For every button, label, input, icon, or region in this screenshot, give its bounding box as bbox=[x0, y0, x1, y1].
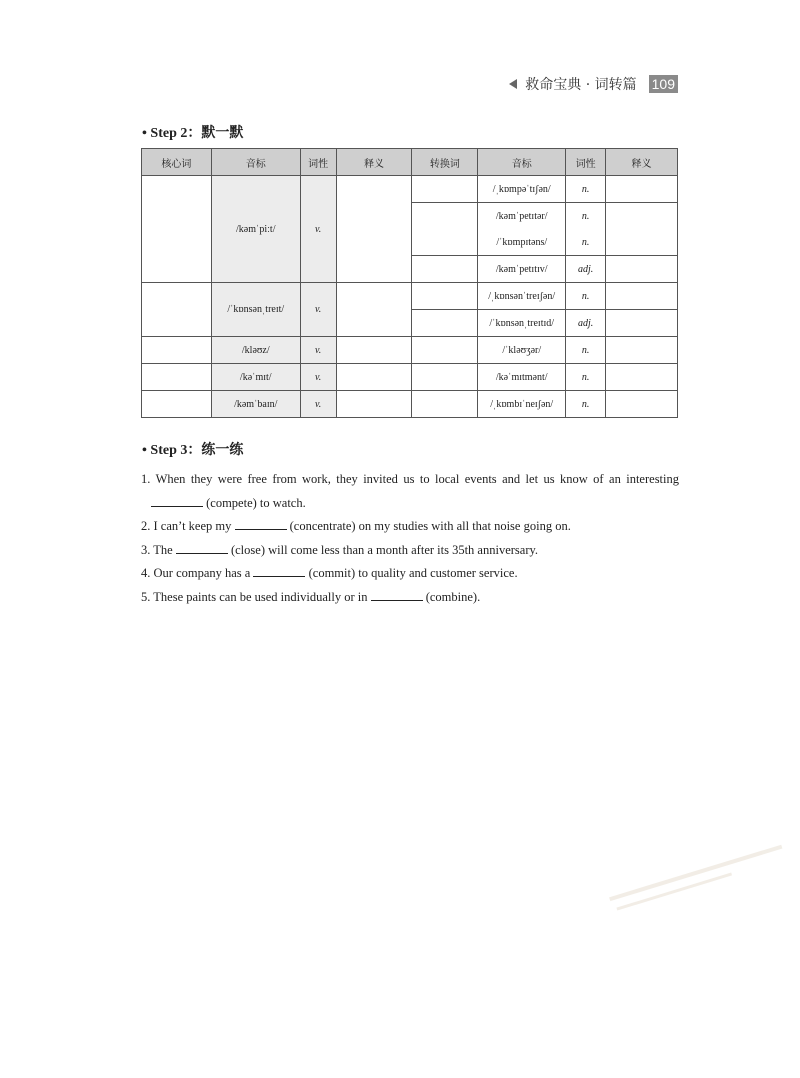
derived-meaning-blank[interactable] bbox=[606, 203, 678, 256]
derived-phonetic: /ˌkɒmbɪˈneɪʃən/ bbox=[478, 391, 566, 418]
derived-word-blank[interactable] bbox=[412, 391, 478, 418]
col-header-pos: 词性 bbox=[300, 149, 336, 176]
core-pos: v. bbox=[300, 337, 336, 364]
core-pos: v. bbox=[300, 391, 336, 418]
exercise-4-text-b: (commit) to quality and customer service. bbox=[308, 566, 518, 580]
derived-word-blank[interactable] bbox=[412, 256, 478, 283]
table-row bbox=[142, 283, 678, 310]
exercise-3-text-a: 3. The bbox=[141, 542, 173, 557]
core-word-blank[interactable] bbox=[142, 337, 212, 364]
derived-word-blank[interactable] bbox=[412, 310, 478, 337]
exercise-5-text-a: 5. These paints can be used individually or in bbox=[141, 589, 368, 604]
derived-phonetic: /ˈkləʊʒər/ bbox=[478, 337, 566, 364]
derived-meaning-blank[interactable] bbox=[606, 337, 678, 364]
exercise-3 bbox=[141, 539, 679, 563]
col-header-phonetic: 音标 bbox=[211, 149, 300, 176]
core-meaning-blank[interactable] bbox=[336, 391, 412, 418]
table-header-row bbox=[142, 149, 678, 176]
derived-word-blank[interactable] bbox=[412, 176, 478, 203]
derived-pos: n. bbox=[566, 391, 606, 418]
core-word-blank[interactable] bbox=[142, 364, 212, 391]
core-phonetic: /kəˈmɪt/ bbox=[211, 364, 300, 391]
derived-meaning-blank[interactable] bbox=[606, 283, 678, 310]
derived-word-blank[interactable] bbox=[412, 364, 478, 391]
step2-title: 默一默 bbox=[201, 125, 244, 141]
table-row bbox=[142, 176, 678, 203]
col-header-derived-meaning: 释义 bbox=[606, 149, 678, 176]
running-header bbox=[509, 74, 678, 94]
exercise-1-line-1: 1. When they were free from work, they invited us to local events and let us know of an interesting bbox=[141, 472, 679, 486]
page-number: 109 bbox=[649, 75, 678, 93]
core-meaning-blank[interactable] bbox=[336, 337, 412, 364]
table-row bbox=[142, 391, 678, 418]
exercise-4 bbox=[141, 562, 679, 586]
step2-label: Step 2： bbox=[150, 126, 202, 141]
derived-pos: n. bbox=[566, 176, 606, 203]
core-word-blank[interactable] bbox=[142, 176, 212, 283]
exercise-2-text-a: 2. I can’t keep my bbox=[141, 519, 232, 533]
derived-phonetic: /ˌkɒmpəˈtɪʃən/ bbox=[478, 176, 566, 203]
answer-blank[interactable] bbox=[235, 516, 287, 530]
col-header-meaning: 释义 bbox=[336, 149, 412, 176]
exercise-list bbox=[141, 468, 679, 609]
exercise-4-text-a: 4. Our company has a bbox=[141, 566, 251, 580]
derived-pos: n. bbox=[566, 364, 606, 391]
derived-meaning-blank[interactable] bbox=[606, 391, 678, 418]
derived-meaning-blank[interactable] bbox=[606, 364, 678, 391]
derived-phonetic: /ˌkɒnsənˈtreɪʃən/ bbox=[478, 283, 566, 310]
derived-word-blank[interactable] bbox=[412, 337, 478, 364]
col-header-derived-word: 转换词 bbox=[412, 149, 478, 176]
exercise-3-text-b: (close) will come less than a month after its 35th anniversary. bbox=[230, 542, 539, 557]
core-word-blank[interactable] bbox=[142, 391, 212, 418]
derived-pos: n. bbox=[566, 229, 606, 256]
derived-pos: adj. bbox=[566, 310, 606, 337]
answer-blank[interactable] bbox=[151, 493, 203, 507]
derived-phonetic: /kəˈmɪtmənt/ bbox=[478, 364, 566, 391]
answer-blank[interactable] bbox=[371, 587, 423, 601]
step3-heading bbox=[142, 439, 243, 459]
bullet: • bbox=[142, 126, 147, 141]
core-pos: v. bbox=[300, 283, 336, 337]
answer-blank[interactable] bbox=[253, 563, 305, 577]
exercise-5-text-b: (combine). bbox=[425, 589, 481, 604]
watermark bbox=[600, 840, 800, 920]
table-row bbox=[142, 364, 678, 391]
col-header-derived-phonetic: 音标 bbox=[478, 149, 566, 176]
core-meaning-blank[interactable] bbox=[336, 364, 412, 391]
derived-meaning-blank[interactable] bbox=[606, 256, 678, 283]
col-header-derived-pos: 词性 bbox=[566, 149, 606, 176]
derived-meaning-blank[interactable] bbox=[606, 176, 678, 203]
triangle-left-icon bbox=[509, 79, 517, 89]
derived-word-blank[interactable] bbox=[412, 283, 478, 310]
derived-pos: n. bbox=[566, 337, 606, 364]
vocabulary-table bbox=[141, 148, 678, 418]
core-phonetic: /ˈkɒnsənˌtreɪt/ bbox=[211, 283, 300, 337]
exercise-2-text-b: (concentrate) on my studies with all that noise going on. bbox=[289, 519, 571, 533]
exercise-1-line-2 bbox=[141, 492, 679, 516]
core-meaning-blank[interactable] bbox=[336, 176, 412, 283]
derived-phonetic: /ˈkɒmpɪtəns/ bbox=[478, 229, 566, 256]
answer-blank[interactable] bbox=[176, 540, 228, 554]
exercise-2 bbox=[141, 515, 679, 539]
book-title: 救命宝典 · 词转篇 bbox=[525, 77, 637, 93]
derived-phonetic: /ˈkɒnsənˌtreɪtɪd/ bbox=[478, 310, 566, 337]
exercise-5 bbox=[141, 586, 679, 610]
derived-pos: adj. bbox=[566, 256, 606, 283]
core-meaning-blank[interactable] bbox=[336, 283, 412, 337]
core-phonetic: /kləʊz/ bbox=[211, 337, 300, 364]
step3-label: Step 3： bbox=[150, 443, 202, 458]
derived-word-blank[interactable] bbox=[412, 203, 478, 256]
derived-pos: n. bbox=[566, 283, 606, 310]
core-phonetic: /kəmˈpiːt/ bbox=[211, 176, 300, 283]
core-pos: v. bbox=[300, 364, 336, 391]
core-word-blank[interactable] bbox=[142, 283, 212, 337]
step3-title: 练一练 bbox=[201, 442, 244, 458]
derived-phonetic: /kəmˈpetɪtər/ bbox=[478, 203, 566, 230]
core-phonetic: /kəmˈbaɪn/ bbox=[211, 391, 300, 418]
derived-pos: n. bbox=[566, 203, 606, 230]
bullet: • bbox=[142, 443, 147, 458]
col-header-core-word: 核心词 bbox=[142, 149, 212, 176]
core-pos: v. bbox=[300, 176, 336, 283]
exercise-1-text: (compete) to watch. bbox=[206, 495, 306, 510]
step2-heading bbox=[142, 122, 243, 142]
table-row bbox=[142, 337, 678, 364]
derived-phonetic: /kəmˈpetɪtɪv/ bbox=[478, 256, 566, 283]
derived-meaning-blank[interactable] bbox=[606, 310, 678, 337]
